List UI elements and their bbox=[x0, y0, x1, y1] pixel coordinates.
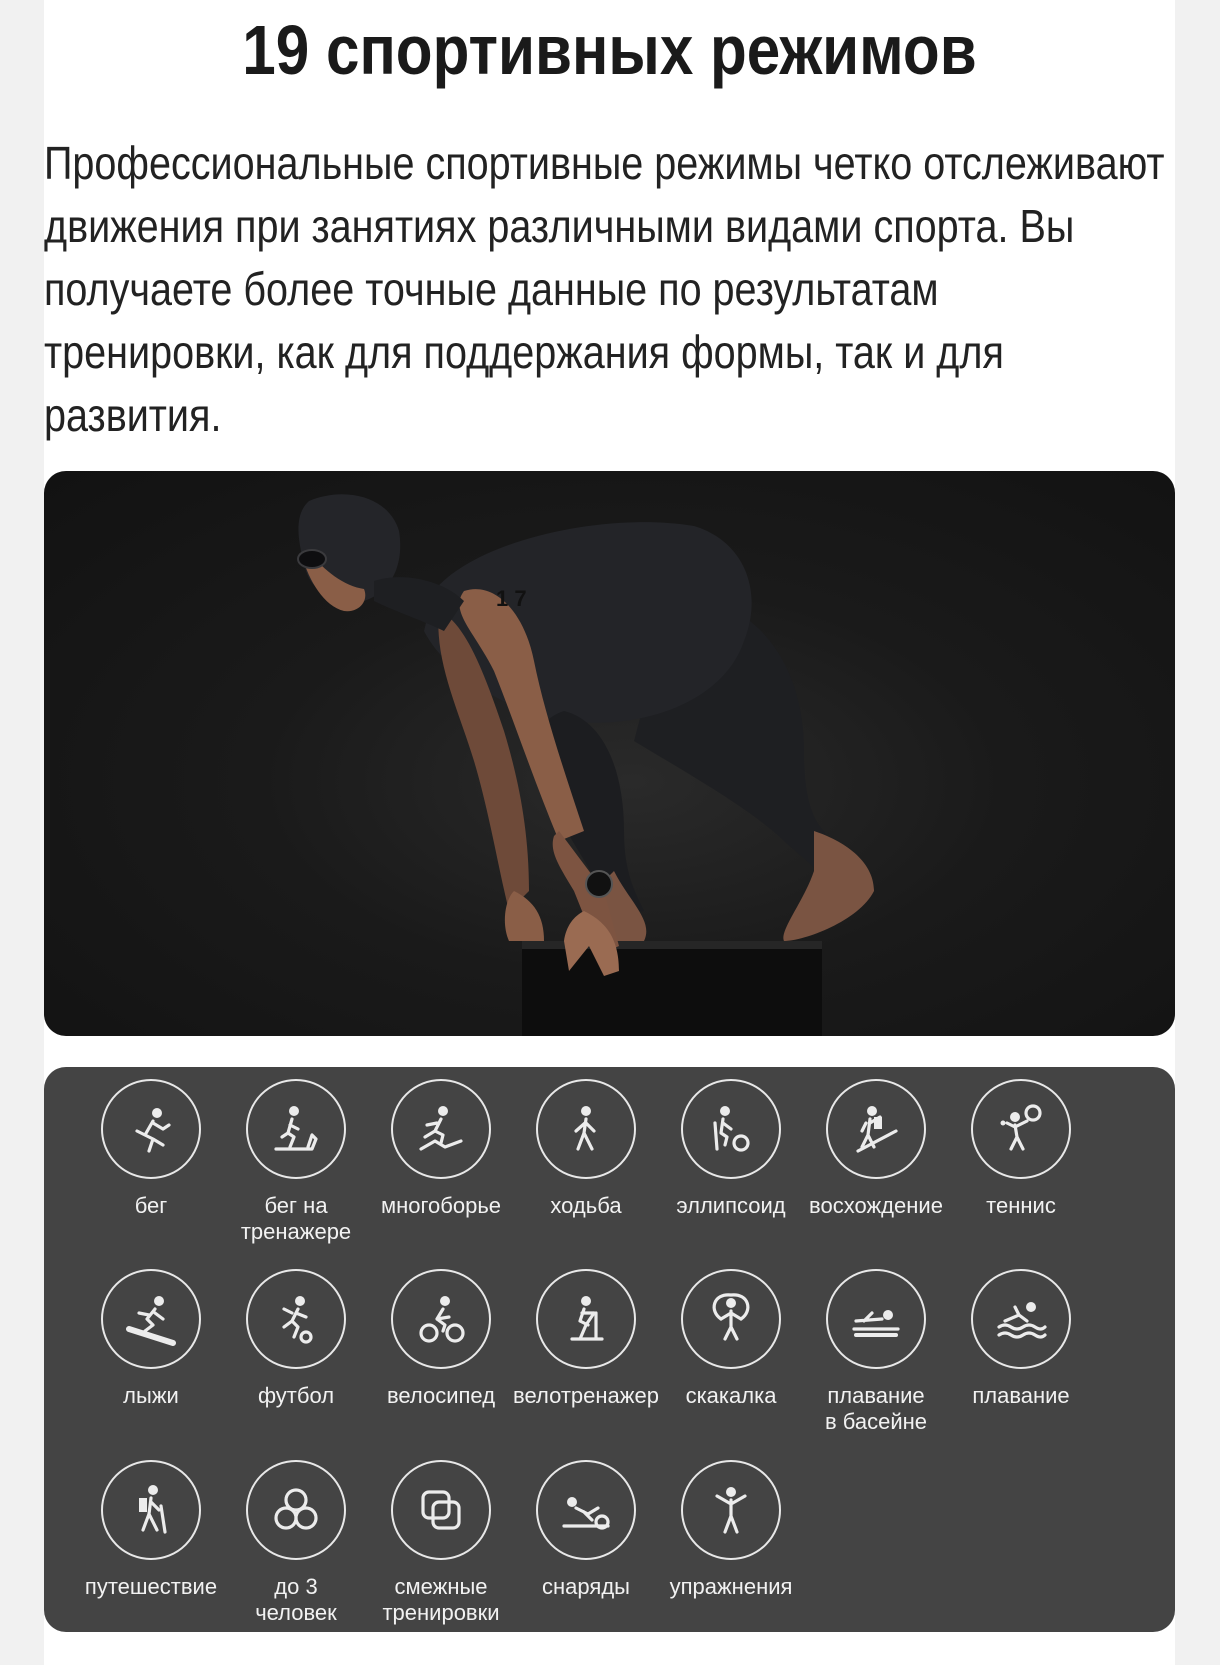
swimmer-photo bbox=[44, 471, 1175, 1036]
page-title: 19 спортивных режимов bbox=[242, 11, 977, 89]
sport-mode-label: плавание в басейне bbox=[824, 1383, 928, 1434]
sport-mode-treadmill bbox=[216, 1079, 376, 1245]
pool-swimming-icon bbox=[826, 1269, 926, 1369]
sport-mode-label: эллипсоид bbox=[676, 1193, 786, 1218]
sport-mode-tennis bbox=[941, 1079, 1101, 1219]
sport-mode-exercise bbox=[651, 1460, 811, 1600]
tennis-icon bbox=[971, 1079, 1071, 1179]
sport-mode-elliptical bbox=[651, 1079, 811, 1219]
jump-rope-icon bbox=[681, 1269, 781, 1369]
sport-mode-open-water-swimming bbox=[941, 1269, 1101, 1409]
sport-mode-combined-training bbox=[361, 1460, 521, 1626]
sport-mode-label: восхождение bbox=[809, 1193, 943, 1218]
climbing-icon bbox=[826, 1079, 926, 1179]
sport-mode-label: скакалка bbox=[685, 1383, 777, 1408]
sport-mode-label: бег bbox=[134, 1193, 168, 1218]
elliptical-icon bbox=[681, 1079, 781, 1179]
sport-mode-walking bbox=[506, 1079, 666, 1219]
sport-mode-label: упражнения bbox=[669, 1574, 793, 1599]
sport-mode-climbing bbox=[796, 1079, 956, 1219]
sport-mode-three-people bbox=[216, 1460, 376, 1626]
sport-mode-label: велосипед bbox=[386, 1383, 496, 1408]
walking-icon bbox=[536, 1079, 636, 1179]
sport-mode-label: смежные тренировки bbox=[382, 1574, 500, 1625]
sport-mode-label: футбол bbox=[257, 1383, 335, 1408]
sport-mode-jump-rope bbox=[651, 1269, 811, 1409]
sport-mode-label: ходьба bbox=[550, 1193, 622, 1218]
sport-mode-triathlon bbox=[361, 1079, 521, 1219]
sport-mode-label: многоборье bbox=[380, 1193, 502, 1218]
sport-mode-exercise-bike bbox=[506, 1269, 666, 1409]
exercise-bike-icon bbox=[536, 1269, 636, 1369]
rowing-machine-icon bbox=[536, 1460, 636, 1560]
sport-mode-skiing bbox=[71, 1269, 231, 1409]
skiing-icon bbox=[101, 1269, 201, 1369]
sport-mode-label: велотренажер bbox=[513, 1383, 659, 1408]
sport-mode-label: снаряды bbox=[542, 1574, 630, 1599]
cycling-icon bbox=[391, 1269, 491, 1369]
sport-mode-pool-swimming bbox=[796, 1269, 956, 1435]
treadmill-icon bbox=[246, 1079, 346, 1179]
product-page bbox=[44, 0, 1175, 1665]
hiking-icon bbox=[101, 1460, 201, 1560]
sport-mode-label: до 3 человек bbox=[255, 1574, 337, 1625]
exercise-icon bbox=[681, 1460, 781, 1560]
tattoo-digits: 1 7 bbox=[496, 586, 527, 611]
sport-mode-hiking bbox=[71, 1460, 231, 1600]
sport-modes-panel bbox=[44, 1067, 1175, 1632]
sport-mode-football bbox=[216, 1269, 376, 1409]
combined-training-icon bbox=[391, 1460, 491, 1560]
sport-mode-label: путешествие bbox=[84, 1574, 218, 1599]
sport-mode-label: лыжи bbox=[123, 1383, 179, 1408]
sport-mode-label: теннис bbox=[986, 1193, 1056, 1218]
running-icon bbox=[101, 1079, 201, 1179]
sport-mode-label: бег на тренажере bbox=[240, 1193, 352, 1244]
triathlon-icon bbox=[391, 1079, 491, 1179]
football-icon bbox=[246, 1269, 346, 1369]
sport-mode-running bbox=[71, 1079, 231, 1219]
swimmer-illustration bbox=[44, 471, 1175, 1036]
sport-mode-rowing-machine bbox=[506, 1460, 666, 1600]
sport-mode-label: плавание bbox=[972, 1383, 1070, 1408]
sport-mode-cycling bbox=[361, 1269, 521, 1409]
open-water-swimming-icon bbox=[971, 1269, 1071, 1369]
description-text: Профессиональные спортивные режимы четко отслеживают движения при занятиях различными видами спорта. Вы получаете более точные данные по результатам тренировки, как для поддержания формы, так и для развития. bbox=[44, 137, 1165, 441]
three-people-icon bbox=[246, 1460, 346, 1560]
